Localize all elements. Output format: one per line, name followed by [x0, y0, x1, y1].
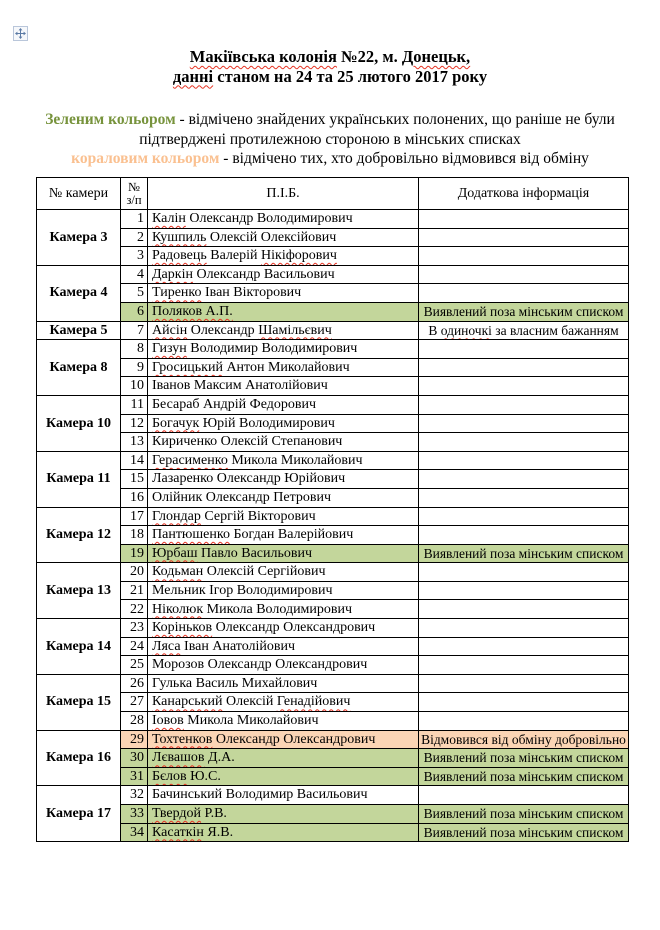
camera-cell: Камера 13	[37, 563, 121, 619]
title-line-1: Макіївська колонія №22, м. Донецьк,	[189, 47, 471, 66]
table-row	[37, 749, 629, 768]
camera-cell: Камера 17	[37, 786, 121, 842]
name-cell: Кодьман Олексій Сергійович	[148, 563, 419, 582]
camera-cell: Камера 11	[37, 451, 121, 507]
name-cell: Гросицький Антон Миколайович	[148, 358, 419, 377]
table-row	[37, 395, 629, 414]
row-number-cell: 25	[121, 656, 148, 675]
name-cell: Іовов Микола Миколайович	[148, 712, 419, 731]
header-info: Додаткова інформація	[419, 178, 629, 210]
info-cell: Відмовився від обміну добровільно	[419, 730, 629, 749]
camera-cell: Камера 15	[37, 674, 121, 730]
table-row	[37, 470, 629, 489]
table-row	[37, 321, 629, 340]
row-number-cell: 13	[121, 433, 148, 452]
table-row	[37, 563, 629, 582]
info-cell	[419, 395, 629, 414]
header-camera: № камери	[37, 178, 121, 210]
row-number-cell: 29	[121, 730, 148, 749]
name-cell: Твердой Р.В.	[148, 805, 419, 824]
row-number-cell: 34	[121, 823, 148, 842]
table-row	[37, 619, 629, 638]
name-cell: Богачук Юрій Володимирович	[148, 414, 419, 433]
camera-cell: Камера 8	[37, 340, 121, 396]
name-cell: Гизун Володимир Володимирович	[148, 340, 419, 359]
table-row	[37, 600, 629, 619]
row-number-cell: 7	[121, 321, 148, 340]
name-cell: Іванов Максим Анатолійович	[148, 377, 419, 396]
info-cell	[419, 340, 629, 359]
table-row	[37, 637, 629, 656]
row-number-cell: 30	[121, 749, 148, 768]
info-cell	[419, 210, 629, 229]
table-row	[37, 786, 629, 805]
row-number-cell: 6	[121, 302, 148, 321]
name-cell: Кушпиль Олексій Олексійович	[148, 228, 419, 247]
row-number-cell: 8	[121, 340, 148, 359]
camera-cell: Камера 4	[37, 265, 121, 321]
row-number-cell: 19	[121, 544, 148, 563]
name-cell: Бєлов Ю.С.	[148, 767, 419, 786]
camera-cell: Камера 14	[37, 619, 121, 675]
info-cell: Виявлений поза мінським списком	[419, 767, 629, 786]
name-cell: Тиренко Іван Вікторович	[148, 284, 419, 303]
four-way-arrow-icon	[15, 28, 26, 39]
row-number-cell: 17	[121, 507, 148, 526]
name-cell: Морозов Олександр Олександрович	[148, 656, 419, 675]
row-number-cell: 10	[121, 377, 148, 396]
table-row	[37, 507, 629, 526]
row-number-cell: 26	[121, 674, 148, 693]
row-number-cell: 15	[121, 470, 148, 489]
camera-cell: Камера 10	[37, 395, 121, 451]
name-cell: Гулька Василь Михайлович	[148, 674, 419, 693]
info-cell	[419, 358, 629, 377]
legend-green-label: Зеленим кольором	[45, 111, 176, 128]
info-cell	[419, 693, 629, 712]
document-title	[0, 47, 660, 86]
prisoners-table	[36, 177, 629, 842]
table-row	[37, 488, 629, 507]
name-cell: Ніколюк Микола Володимирович	[148, 600, 419, 619]
info-cell	[419, 712, 629, 731]
row-number-cell: 24	[121, 637, 148, 656]
row-number-cell: 27	[121, 693, 148, 712]
table-header-row	[37, 178, 629, 210]
info-cell	[419, 786, 629, 805]
table-row	[37, 656, 629, 675]
info-cell	[419, 265, 629, 284]
table-row	[37, 805, 629, 824]
table-row	[37, 451, 629, 470]
name-cell: Тохтенков Олександр Олександрович	[148, 730, 419, 749]
name-cell: Айсін Олександр Шамільєвич	[148, 321, 419, 340]
info-cell	[419, 377, 629, 396]
table-row	[37, 544, 629, 563]
table-row	[37, 730, 629, 749]
legend-line2: підтверджені протилежною стороною в мінських списках	[139, 130, 521, 148]
info-cell	[419, 563, 629, 582]
table-move-handle-icon[interactable]	[13, 26, 28, 41]
table-row	[37, 823, 629, 842]
prisoners-table-body	[37, 210, 629, 842]
row-number-cell: 4	[121, 265, 148, 284]
row-number-cell: 14	[121, 451, 148, 470]
info-cell	[419, 414, 629, 433]
info-cell: Виявлений поза мінським списком	[419, 544, 629, 563]
name-cell: Кириченко Олексій Степанович	[148, 433, 419, 452]
table-row	[37, 265, 629, 284]
info-cell: Виявлений поза мінським списком	[419, 823, 629, 842]
name-cell: Пантюшенко Богдан Валерійович	[148, 526, 419, 545]
row-number-cell: 28	[121, 712, 148, 731]
row-number-cell: 31	[121, 767, 148, 786]
name-cell: Коріньков Олександр Олександрович	[148, 619, 419, 638]
table-row	[37, 377, 629, 396]
info-cell	[419, 600, 629, 619]
name-cell: Радовець Валерій Нікіфорович	[148, 247, 419, 266]
name-cell: Ляса Іван Анатолійович	[148, 637, 419, 656]
row-number-cell: 22	[121, 600, 148, 619]
name-cell: Калін Олександр Володимирович	[148, 210, 419, 229]
color-legend	[10, 110, 650, 169]
name-cell: Юрбаш Павло Васильович	[148, 544, 419, 563]
legend-coral-label: кораловим кольором	[71, 150, 220, 167]
name-cell: Канарський Олексій Генадійович	[148, 693, 419, 712]
info-cell	[419, 674, 629, 693]
name-cell: Герасименко Микола Миколайович	[148, 451, 419, 470]
row-number-cell: 5	[121, 284, 148, 303]
row-number-cell: 16	[121, 488, 148, 507]
row-number-cell: 32	[121, 786, 148, 805]
name-cell: Глондар Сергій Вікторович	[148, 507, 419, 526]
title-line-2: данні станом на 24 та 25 лютого 2017 року	[172, 66, 488, 86]
row-number-cell: 21	[121, 581, 148, 600]
camera-cell: Камера 12	[37, 507, 121, 563]
row-number-cell: 12	[121, 414, 148, 433]
row-number-cell: 20	[121, 563, 148, 582]
info-cell	[419, 488, 629, 507]
row-number-cell: 1	[121, 210, 148, 229]
info-cell	[419, 581, 629, 600]
row-number-cell: 3	[121, 247, 148, 266]
table-row	[37, 414, 629, 433]
info-cell: Виявлений поза мінським списком	[419, 749, 629, 768]
info-cell: Виявлений поза мінським списком	[419, 805, 629, 824]
name-cell: Бесараб Андрій Федорович	[148, 395, 419, 414]
table-row	[37, 228, 629, 247]
table-row	[37, 340, 629, 359]
info-cell	[419, 433, 629, 452]
info-cell	[419, 247, 629, 266]
info-cell	[419, 619, 629, 638]
table-row	[37, 767, 629, 786]
header-name: П.І.Б.	[148, 178, 419, 210]
row-number-cell: 2	[121, 228, 148, 247]
info-cell	[419, 228, 629, 247]
table-row	[37, 526, 629, 545]
row-number-cell: 23	[121, 619, 148, 638]
info-cell: Виявлений поза мінським списком	[419, 302, 629, 321]
name-cell: Касаткін Я.В.	[148, 823, 419, 842]
name-cell: Поляков А.П.	[148, 302, 419, 321]
table-row	[37, 433, 629, 452]
info-cell	[419, 526, 629, 545]
info-cell	[419, 637, 629, 656]
name-cell: Лазаренко Олександр Юрійович	[148, 470, 419, 489]
info-cell: В одиночкі за власним бажанням	[419, 321, 629, 340]
table-row	[37, 581, 629, 600]
camera-cell: Камера 3	[37, 210, 121, 266]
info-cell	[419, 507, 629, 526]
name-cell: Лєвашов Д.А.	[148, 749, 419, 768]
table-row	[37, 247, 629, 266]
camera-cell: Камера 16	[37, 730, 121, 786]
table-row	[37, 284, 629, 303]
name-cell: Даркін Олександр Васильович	[148, 265, 419, 284]
legend-green-text: - відмічено знайдених українських полонених, що раніше не були	[175, 111, 615, 128]
row-number-cell: 18	[121, 526, 148, 545]
info-cell	[419, 470, 629, 489]
info-cell	[419, 284, 629, 303]
row-number-cell: 11	[121, 395, 148, 414]
name-cell: Мельник Ігор Володимирович	[148, 581, 419, 600]
camera-cell: Камера 5	[37, 321, 121, 340]
table-row	[37, 693, 629, 712]
info-cell	[419, 656, 629, 675]
info-cell	[419, 451, 629, 470]
row-number-cell: 33	[121, 805, 148, 824]
row-number-cell: 9	[121, 358, 148, 377]
name-cell: Олійник Олександр Петрович	[148, 488, 419, 507]
table-row	[37, 674, 629, 693]
table-row	[37, 210, 629, 229]
table-row	[37, 358, 629, 377]
table-row	[37, 712, 629, 731]
legend-coral-text: - відмічено тих, хто добровільно відмовився від обміну	[219, 150, 589, 167]
table-row	[37, 302, 629, 321]
name-cell: Бачинський Володимир Васильович	[148, 786, 419, 805]
header-row-number: № з/п	[121, 178, 148, 210]
